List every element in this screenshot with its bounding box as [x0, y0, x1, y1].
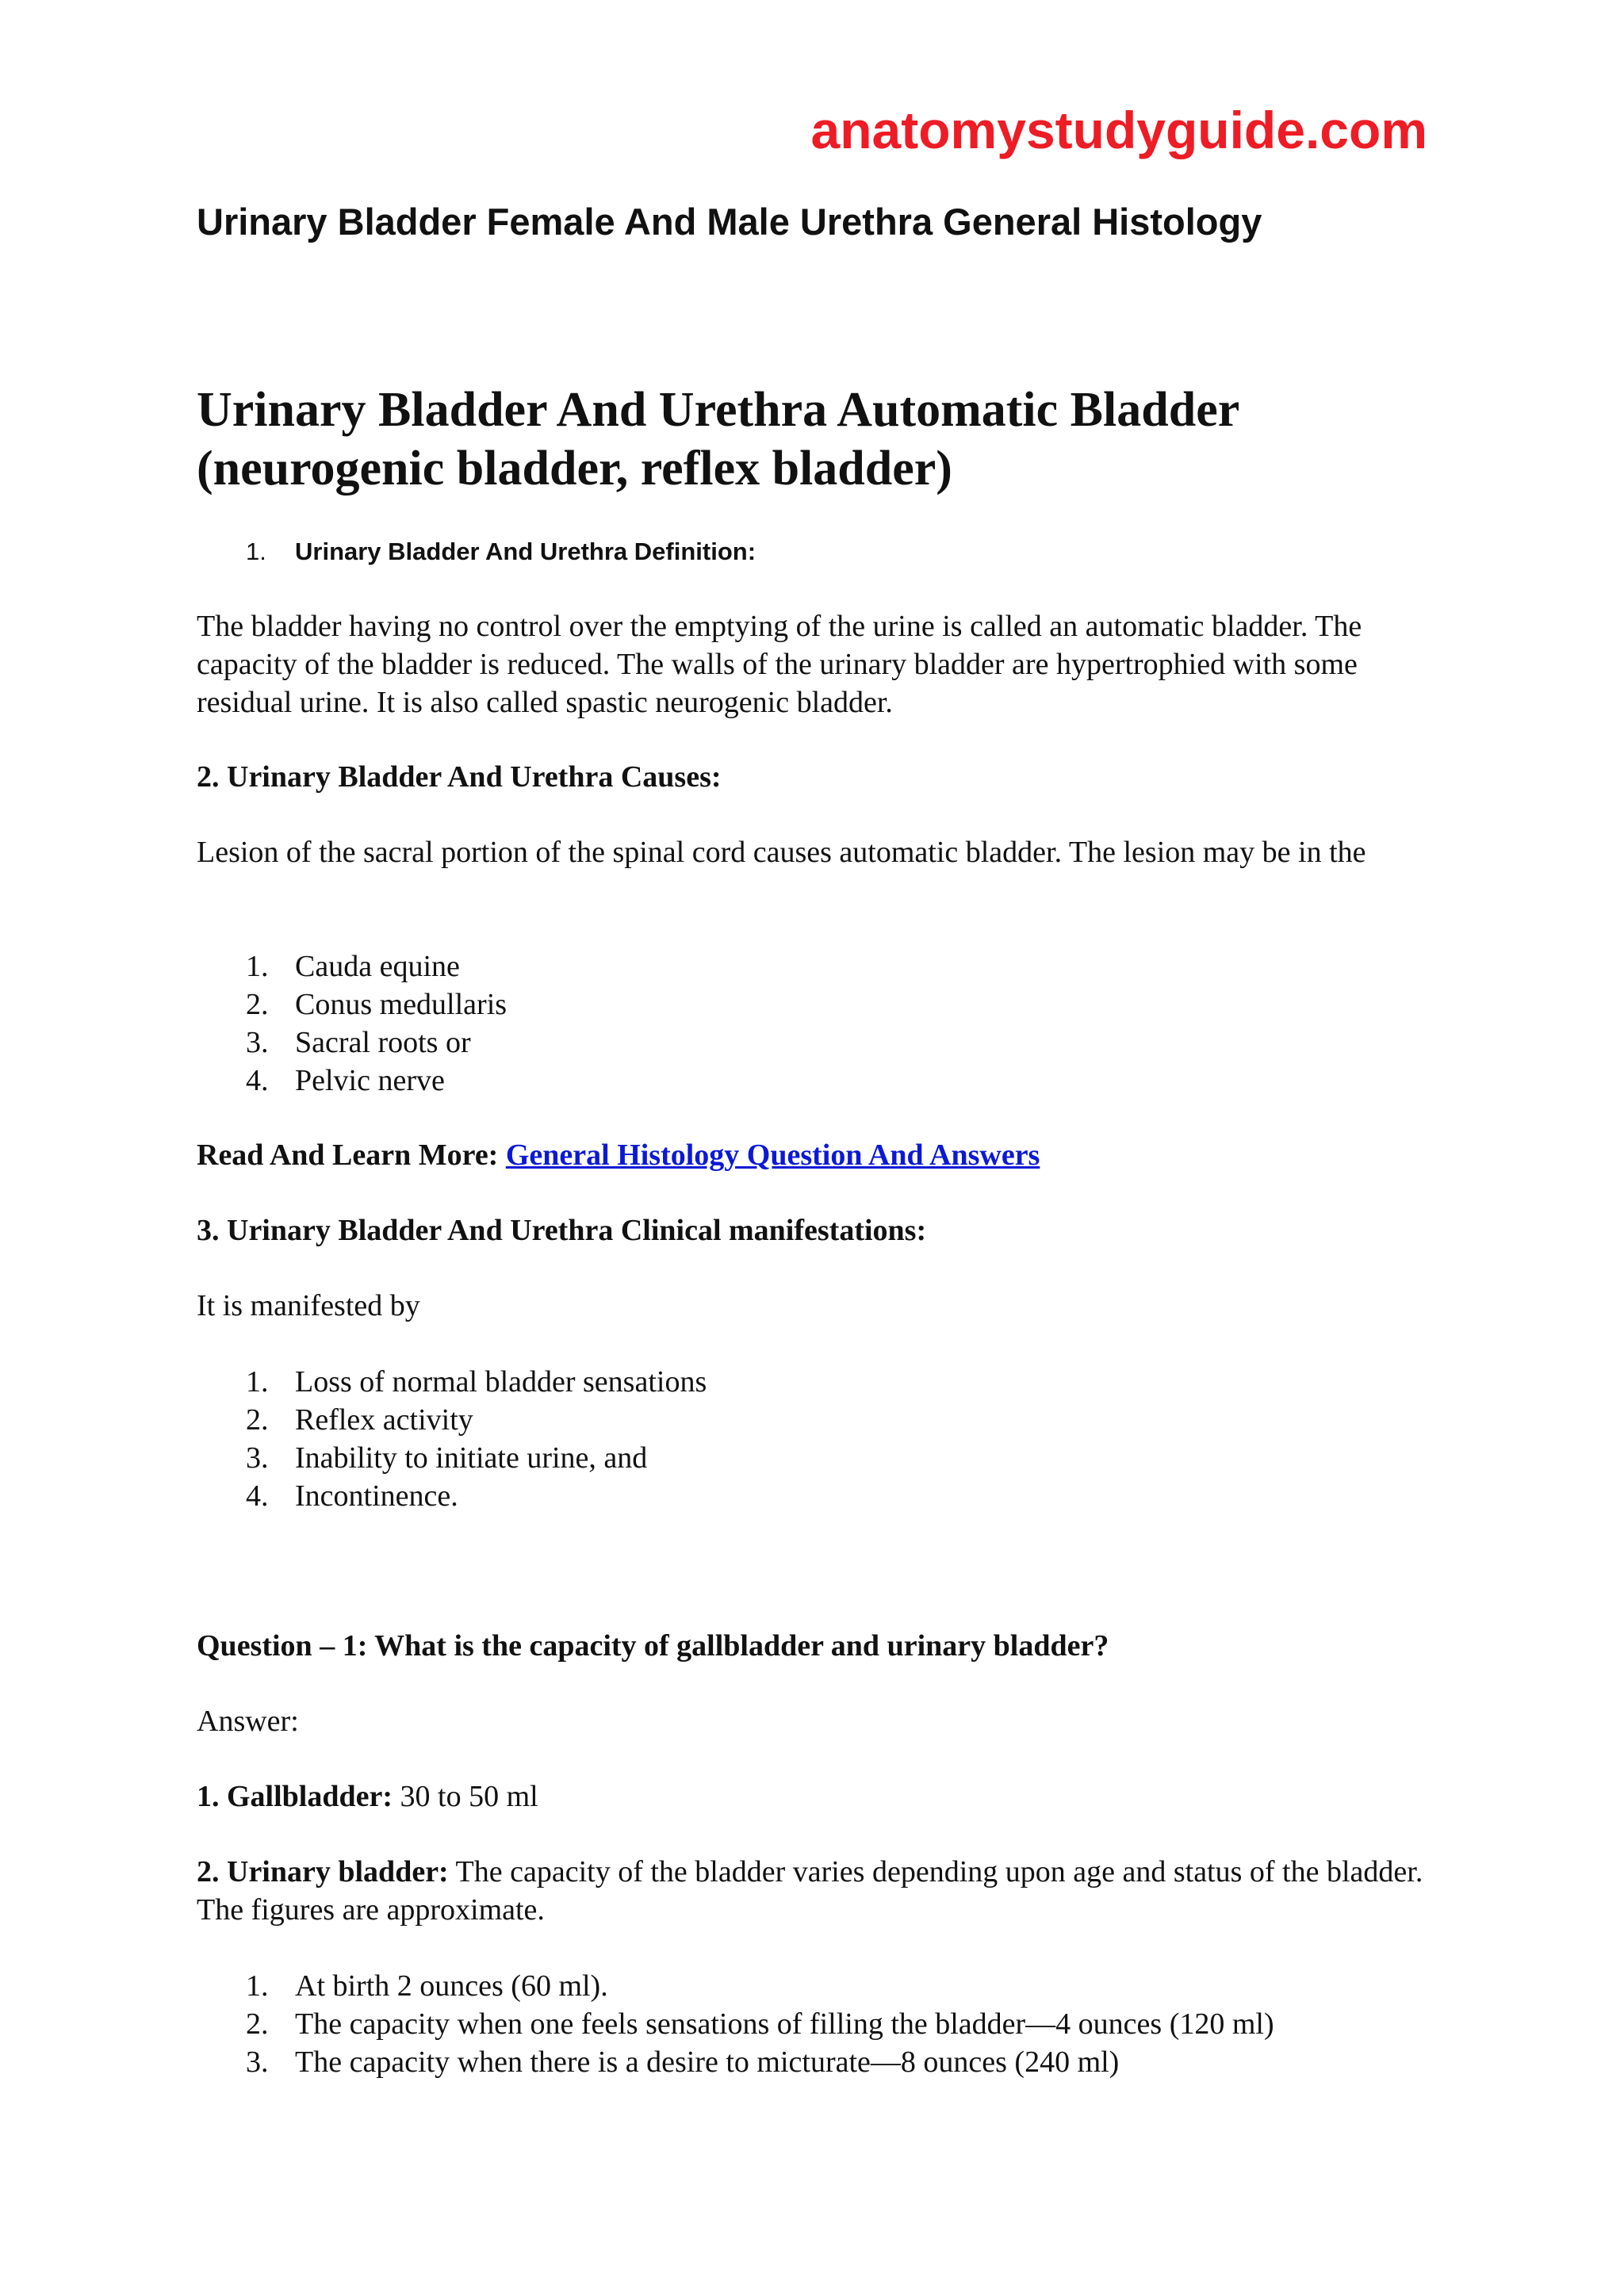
capacity-list — [197, 1967, 1442, 2081]
causes-list — [197, 947, 1442, 1100]
list-item: 1. Loss of normal bladder sensations — [246, 1365, 707, 1399]
list-item: 4. Incontinence. — [246, 1479, 458, 1513]
clinical-paragraph: It is manifested by — [197, 1289, 420, 1322]
causes-paragraph: Lesion of the sacral portion of the spinal cord causes automatic bladder. The lesion may be in the — [197, 836, 1366, 869]
causes-heading: 2. Urinary Bladder And Urethra Causes: — [197, 760, 722, 794]
question-heading: Question – 1: What is the capacity of gallbladder and urinary bladder? — [197, 1629, 1109, 1663]
definition-label: Urinary Bladder And Urethra Definition: — [295, 538, 756, 565]
definition-heading — [246, 536, 756, 568]
read-more-line — [197, 1136, 1442, 1174]
gallbladder-line — [197, 1777, 1442, 1816]
clinical-heading: 3. Urinary Bladder And Urethra Clinical manifestations: — [197, 1214, 927, 1247]
list-item: 3. The capacity when there is a desire to micturate—8 ounces (240 ml) — [246, 2045, 1120, 2079]
list-item: 3. Sacral roots or — [246, 1026, 471, 1059]
answer-label: Answer: — [197, 1705, 299, 1738]
definition-paragraph: The bladder having no control over the emptying of the urine is called an automatic bladder. The capacity of the bladder is reduced. The walls of the urinary bladder are hypertrophied with some residual urine. It is also called spastic neurogenic bladder. — [197, 610, 1362, 719]
urinary-bladder-label: 2. Urinary bladder: — [197, 1855, 449, 1888]
list-item: 2. Conus medullaris — [246, 988, 508, 1021]
list-item: 1. At birth 2 ounces (60 ml). — [246, 1969, 608, 2003]
read-more-label: Read And Learn More: — [197, 1138, 499, 1172]
list-item: 2. The capacity when one feels sensations of filling the bladder—4 ounces (120 ml) — [246, 2007, 1274, 2041]
gallbladder-value: 30 to 50 ml — [400, 1780, 538, 1813]
general-histology-link[interactable]: General Histology Question And Answers — [505, 1138, 1040, 1172]
main-heading-line-2: (neurogenic bladder, reflex bladder) — [197, 442, 952, 496]
list-item: 1. Cauda equine — [246, 950, 460, 983]
clinical-list — [197, 1363, 1442, 1515]
definition-number: 1. — [246, 538, 266, 565]
list-item: 4. Pelvic nerve — [246, 1064, 445, 1097]
main-heading-line-1: Urinary Bladder And Urethra Automatic Bladder — [197, 383, 1240, 437]
list-item: 3. Inability to initiate urine, and — [246, 1441, 648, 1475]
urinary-bladder-text: The capacity of the bladder varies depending upon age and status of the bladder. The figures are approximate. — [197, 1855, 1423, 1927]
main-heading — [197, 381, 1434, 498]
gallbladder-label: 1. Gallbladder: — [197, 1780, 393, 1813]
urinary-bladder-paragraph — [197, 1853, 1442, 1929]
list-item: 2. Reflex activity — [246, 1403, 473, 1437]
site-brand[interactable]: anatomystudyguide.com — [810, 101, 1427, 159]
document-title: Urinary Bladder Female And Male Urethra General Histology — [197, 201, 1262, 243]
